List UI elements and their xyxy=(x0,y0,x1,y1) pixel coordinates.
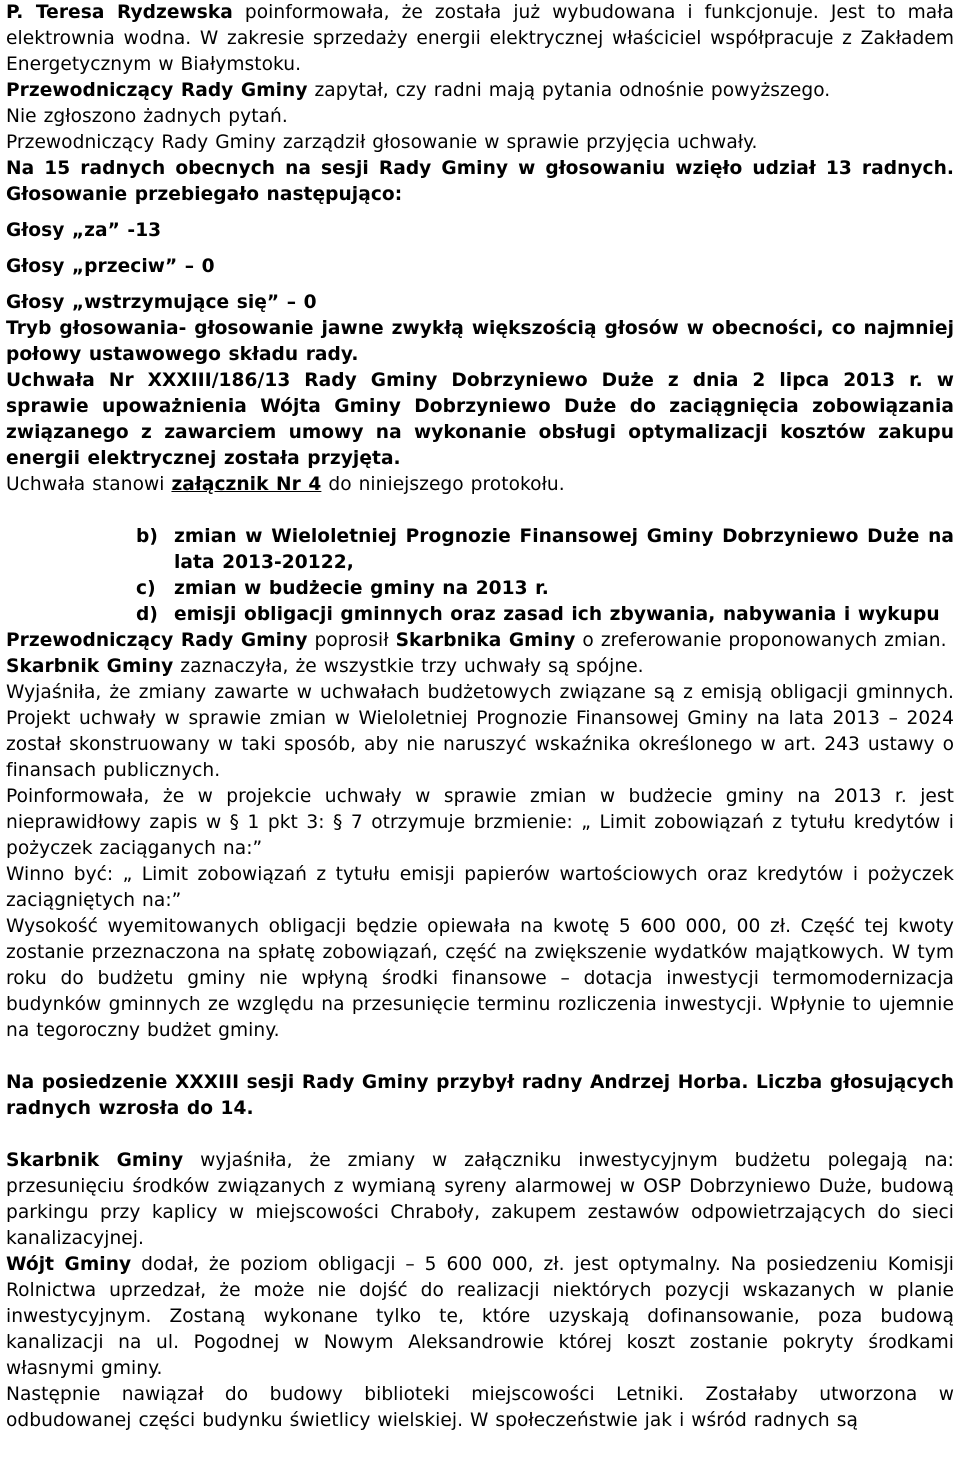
list-marker: c) xyxy=(136,578,156,599)
paragraph-correct-entry: Winno być: „ Limit zobowiązań z tytułu emisji papierów wartościowych oraz kredytów i pożyczek zaciągniętych na:” xyxy=(6,864,954,911)
speaker-name: Wójt Gminy xyxy=(6,1254,132,1275)
speaker-name: Skarbnika Gminy xyxy=(395,630,576,651)
speaker-name: Skarbnik Gminy xyxy=(6,1150,184,1171)
paragraph-library: Następnie nawiązał do budowy biblioteki miejscowości Letniki. Zostałaby utworzona w odbudowanej części budynku świetlicy wielskiej. W społeczeństwie jak i wśród radnych są xyxy=(6,1384,954,1431)
paragraph-rydzewska xyxy=(6,0,954,78)
list-item xyxy=(136,602,954,628)
paragraph-treasurer: Skarbnik Gminy zaznaczyła, że wszystkie trzy uchwały są spójne. xyxy=(6,656,644,677)
vote-for: Głosy „za” -13 xyxy=(6,220,162,241)
attachment-note: Uchwała stanowi załącznik Nr 4 do niniejszego protokołu. xyxy=(6,474,565,495)
paragraph-investment-changes: Skarbnik Gminy wyjaśniła, że zmiany w załączniku inwestycyjnym budżetu polegają na: przesunięciu środków związanych z wymianą syreny alarmowej w OSP Dobrzyniewo Duże, budową parkingu przy kaplicy w miejscowości Chraboły, zakupem zestawów odpowietrzających do sieci kanalizacyjnej. xyxy=(6,1150,954,1249)
list-marker: d) xyxy=(136,604,158,625)
paragraph-question xyxy=(6,78,954,104)
vote-against: Głosy „przeciw” – 0 xyxy=(6,256,215,277)
paragraph-vote-ordered: Przewodniczący Rady Gminy zarządził głosowanie w sprawie przyjęcia uchwały. xyxy=(6,132,758,153)
attachment-reference: załącznik Nr 4 xyxy=(171,474,322,495)
list-item xyxy=(136,576,954,602)
paragraph-councilor-arrived: Na posiedzenie XXXIII sesji Rady Gminy przybył radny Andrzej Horba. Liczba głosujących radnych wzrosła do 14. xyxy=(6,1072,954,1119)
paragraph-incorrect-entry: Poinformowała, że w projekcie uchwały w sprawie zmian w budżecie gminy na 2013 r. jest nieprawidłowy zapis w § 1 pkt 3: § 7 otrzymuje brzmienie: „ Limit zobowiązań z tytułu kredytów i pożyczek zaciąganych na:” xyxy=(6,786,954,859)
paragraph-explanation: Wyjaśniła, że zmiany zawarte w uchwałach budżetowych związane są z emisją obligacji gminnych. Projekt uchwały w sprawie zmian w Wieloletniej Prognozie Finansowej Gminy na lata 2013 – 2024 został skonstruowany w taki sposób, aby nie naruszyć wskaźnika określonego w art. 243 ustawy o finansach publicznych. xyxy=(6,682,954,781)
paragraph-no-questions: Nie zgłoszono żadnych pytań. xyxy=(6,106,288,127)
paragraph-text: zapytał, czy radni mają pytania odnośnie powyższego. xyxy=(307,80,831,101)
paragraph-request: Przewodniczący Rady Gminy poprosił Skarbnika Gminy o zreferowanie proponowanych zmian. xyxy=(6,630,947,651)
list-item-text: zmian w budżecie gminy na 2013 r. xyxy=(174,578,549,599)
paragraph-mayor: Wójt Gminy dodał, że poziom obligacji – 5 600 000, zł. jest optymalny. Na posiedzeniu Komisji Rolnictwa uprzedzał, że może nie dojść do realizacji niektórych pozycji wskazanych w planie inwestycyjnym. Zostaną wykonane tylko te, które uzyskają dofinansowanie, poza budową kanalizacji na ul. Pogodnej w Nowym Aleksandrowie której koszt zostanie pokryty środkami własnymi gminy. xyxy=(6,1254,954,1379)
list-item xyxy=(136,524,954,576)
agenda-list xyxy=(6,524,954,628)
list-item-text: emisji obligacji gminnych oraz zasad ich zbywania, nabywania i wykupu xyxy=(174,604,940,625)
paragraph-text: poinformowała, że została już wybudowana i funkcjonuje. Jest to mała elektrownia wodna. W zakresie sprzedaży energii elektrycznej właściciel współpracuje z Zakładem Energetycznym w Białymstoku. xyxy=(6,2,954,75)
speaker-name: Przewodniczący Rady Gminy xyxy=(6,80,308,101)
list-item-text: zmian w Wieloletniej Prognozie Finansowej Gminy Dobrzyniewo Duże na lata 2013-20122, xyxy=(174,526,954,573)
speaker-name: Skarbnik Gminy xyxy=(6,656,174,677)
voting-mode: Tryb głosowania- głosowanie jawne zwykłą większością głosów w obecności, co najmniej połowy ustawowego składu rady. xyxy=(6,318,954,365)
list-marker: b) xyxy=(136,526,158,547)
speaker-name: Przewodniczący Rady Gminy xyxy=(6,630,308,651)
resolution-adopted: Uchwała Nr XXXIII/186/13 Rady Gminy Dobrzyniewo Duże z dnia 2 lipca 2013 r. w sprawie upoważnienia Wójta Gminy Dobrzyniewo Duże do zaciągnięcia zobowiązania związanego z zawarciem umowy na wykonanie obsługi optymalizacji kosztów zakupu energii elektrycznej została przyjęta. xyxy=(6,370,954,469)
speaker-name: P. Teresa Rydzewska xyxy=(6,2,233,23)
paragraph-bond-amount: Wysokość wyemitowanych obligacji będzie opiewała na kwotę 5 600 000, 00 zł. Część tej kwoty zostanie przeznaczona na spłatę zobowiązań, część na zwiększenie wydatków majątkowych. W tym roku do budżetu gminy nie wpłyną środki finansowe – dotacja inwestycji termomodernizacja budynków gminnych ze względu na przesunięcie terminu rozliczenia inwestycji. Wpłynie to ujemnie na tegoroczny budżet gminy. xyxy=(6,916,954,1041)
paragraph-vote-count: Na 15 radnych obecnych na sesji Rady Gminy w głosowaniu wzięło udział 13 radnych. Głosowanie przebiegało następująco: xyxy=(6,158,954,205)
vote-abstain: Głosy „wstrzymujące się” – 0 xyxy=(6,292,317,313)
